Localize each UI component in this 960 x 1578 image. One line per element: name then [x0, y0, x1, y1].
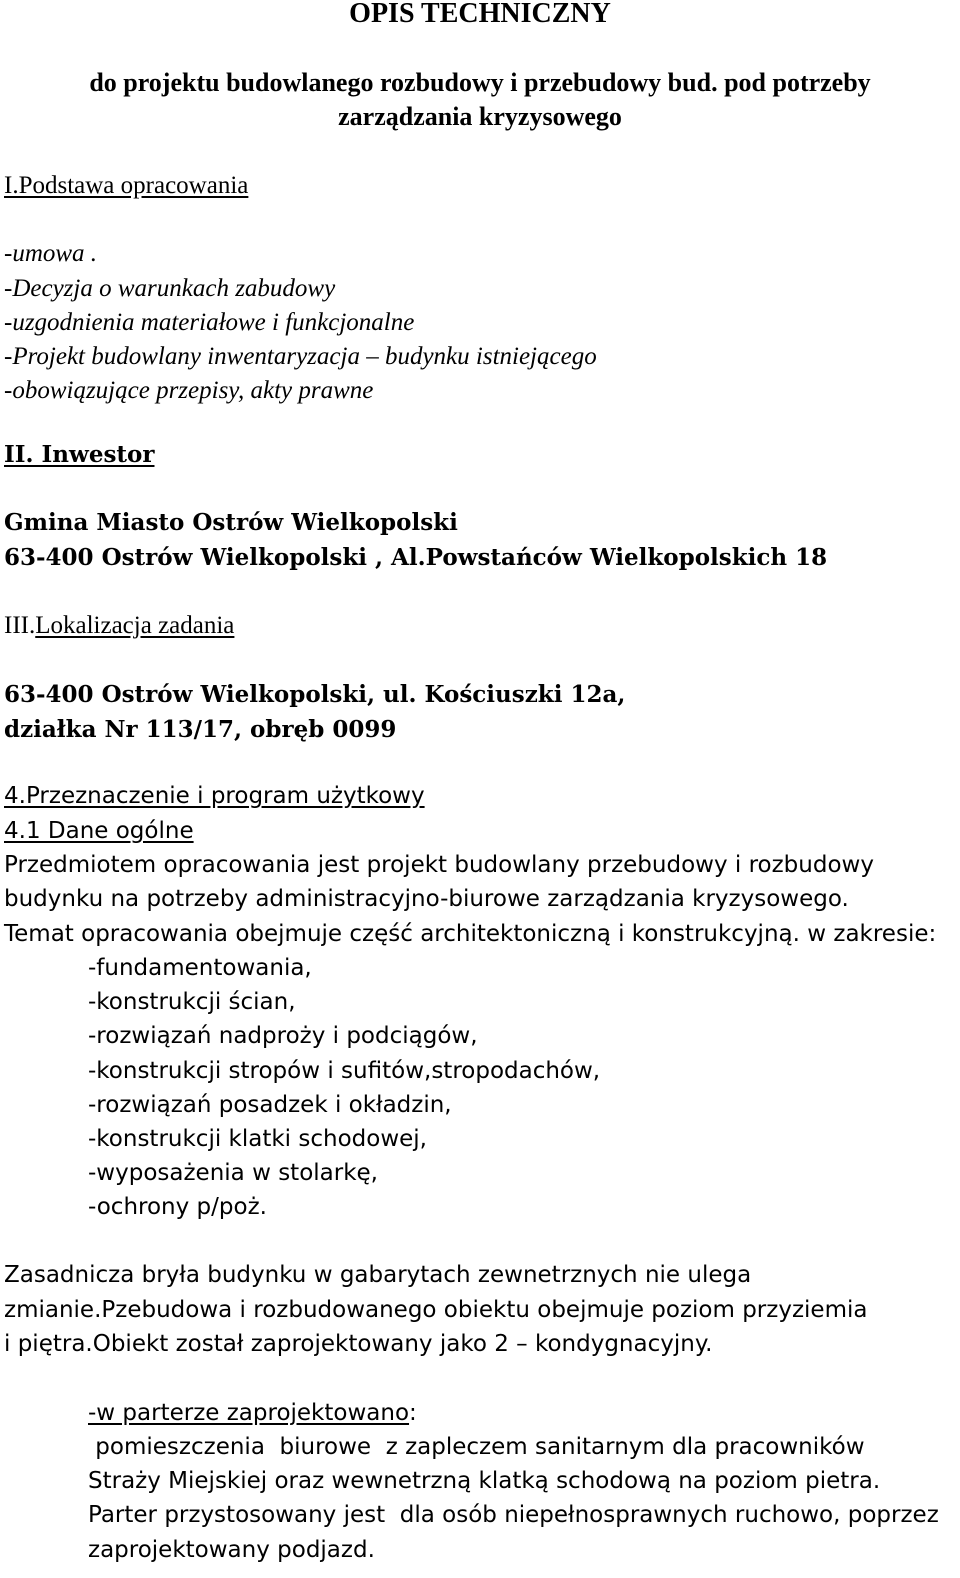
basis-item: -Projekt budowlany inwentaryzacja – budynku istniejącego	[4, 343, 597, 370]
ground-floor-line: pomieszczenia biurowe z zapleczem sanitarnym dla pracowników	[88, 1434, 865, 1460]
location-address: 63-400 Ostrów Wielkopolski, ul. Kościuszki 12a,	[4, 681, 626, 708]
scope-item: -ochrony p/poż.	[88, 1194, 267, 1220]
scope-intro-suffix: w zakresie:	[799, 921, 937, 947]
ground-floor-line: zaprojektowany podjazd.	[88, 1537, 375, 1563]
basis-item: -Decyzja o warunkach zabudowy	[4, 275, 336, 302]
scope-intro	[4, 923, 936, 946]
section-2-heading: II. Inwestor	[4, 441, 155, 468]
basis-item: -uzgodnienia materiałowe i funkcjonalne	[4, 309, 415, 336]
section-3-title: Lokalizacja zadania	[35, 612, 235, 639]
section-4-heading: 4.Przeznaczenie i program użytkowy	[4, 783, 425, 809]
basis-item: -obowiązujące przepisy, akty prawne	[4, 377, 374, 404]
scope-item: -rozwiązań posadzek i okładzin,	[88, 1092, 452, 1118]
ground-floor-line: Straży Miejskiej oraz wewnetrzną klatką schodową na poziom pietra.	[88, 1468, 881, 1494]
scope-item: -konstrukcji stropów i sufitów,stropodachów,	[88, 1058, 601, 1084]
scope-item: -konstrukcji ścian,	[88, 989, 296, 1015]
investor-address: 63-400 Ostrów Wielkopolski , Al.Powstańców Wielkopolskich 18	[4, 544, 828, 571]
subject-paragraph-line: Przedmiotem opracowania jest projekt budowlany przebudowy i rozbudowy	[4, 852, 874, 878]
scope-item: -wyposażenia w stolarkę,	[88, 1160, 378, 1186]
section-3-number: III.	[4, 612, 36, 639]
location-plot: działka Nr 113/17, obręb 0099	[4, 716, 397, 743]
building-paragraph-line: Zasadnicza bryła budynku w gabarytach zewnetrznych nie ulega	[4, 1262, 752, 1288]
scope-item: -konstrukcji klatki schodowej,	[88, 1126, 427, 1152]
scope-item: -fundamentowania,	[88, 955, 312, 981]
document-subtitle-line-2: zarządzania kryzysowego	[338, 102, 622, 131]
ground-floor-heading-colon: :	[409, 1400, 417, 1426]
section-4-1-heading: 4.1 Dane ogólne	[4, 818, 194, 844]
scope-intro-text: Temat opracowania obejmuje część architektoniczną i konstrukcyjną.	[4, 921, 800, 947]
building-paragraph-line: i piętra.Obiekt został zaprojektowany jako 2 – kondygnacyjny.	[4, 1331, 713, 1357]
building-paragraph-line: zmianie.Pzebudowa i rozbudowanego obiektu obejmuje poziom przyziemia	[4, 1297, 868, 1323]
subject-paragraph-line: budynku na potrzeby administracyjno-biurowe zarządzania kryzysowego.	[4, 886, 849, 912]
section-1-heading: I.Podstawa opracowania	[4, 172, 249, 199]
ground-floor-heading	[88, 1402, 417, 1425]
scope-item: -rozwiązań nadproży i podciągów,	[88, 1023, 478, 1049]
basis-item: -umowa .	[4, 240, 98, 267]
ground-floor-line: Parter przystosowany jest dla osób niepełnosprawnych ruchowo, poprzez	[88, 1502, 939, 1528]
section-3-heading	[4, 613, 234, 638]
document-title: OPIS TECHNICZNY	[349, 0, 611, 29]
investor-name: Gmina Miasto Ostrów Wielkopolski	[4, 509, 458, 536]
ground-floor-heading-text: -w parterze zaprojektowano	[88, 1400, 410, 1426]
document-subtitle-line-1: do projektu budowlanego rozbudowy i przebudowy bud. pod potrzeby	[89, 68, 871, 97]
